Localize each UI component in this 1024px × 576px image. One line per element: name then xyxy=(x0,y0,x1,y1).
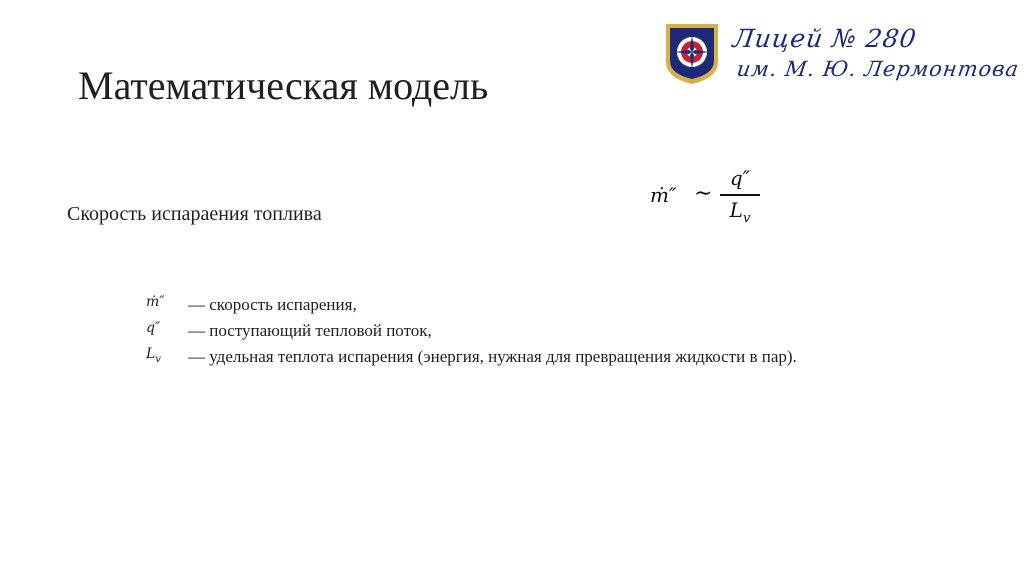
legend-description: — удельная теплота испарения (энергия, нужная для превращения жидкости в пар). xyxy=(188,347,797,366)
legend-description: — скорость испарения, xyxy=(188,295,357,314)
formula-relation: ∼ xyxy=(694,181,713,206)
logo-line-1: Лицей № 280 xyxy=(731,24,919,53)
slide-title: Математическая модель xyxy=(78,63,489,108)
legend-symbol-text: q″ xyxy=(146,320,161,336)
formula-denominator xyxy=(722,198,758,226)
logo-line-2: им. М. Ю. Лермонтова xyxy=(735,57,1021,81)
legend-symbol xyxy=(146,346,186,365)
formula-numerator: q″ xyxy=(729,166,751,190)
slide-subtitle: Скорость испараения топлива xyxy=(67,203,322,225)
legend-description: — поступающий тепловой поток, xyxy=(188,321,432,340)
denominator-base: L xyxy=(729,198,743,222)
legend-symbol-text: ṁ″ xyxy=(146,294,165,310)
legend-symbol xyxy=(146,294,186,310)
legend-symbol-text: L xyxy=(146,346,156,362)
formula-lhs: ṁ″ xyxy=(650,183,677,207)
legend-symbol xyxy=(146,320,186,336)
school-logo xyxy=(663,20,1021,90)
logo-script-text xyxy=(731,24,1021,96)
fraction-bar xyxy=(720,194,760,196)
evaporation-rate-formula xyxy=(650,166,770,226)
legend-symbol-sub: v xyxy=(155,353,161,365)
crest-icon xyxy=(663,22,721,86)
denominator-sub: v xyxy=(742,211,751,226)
